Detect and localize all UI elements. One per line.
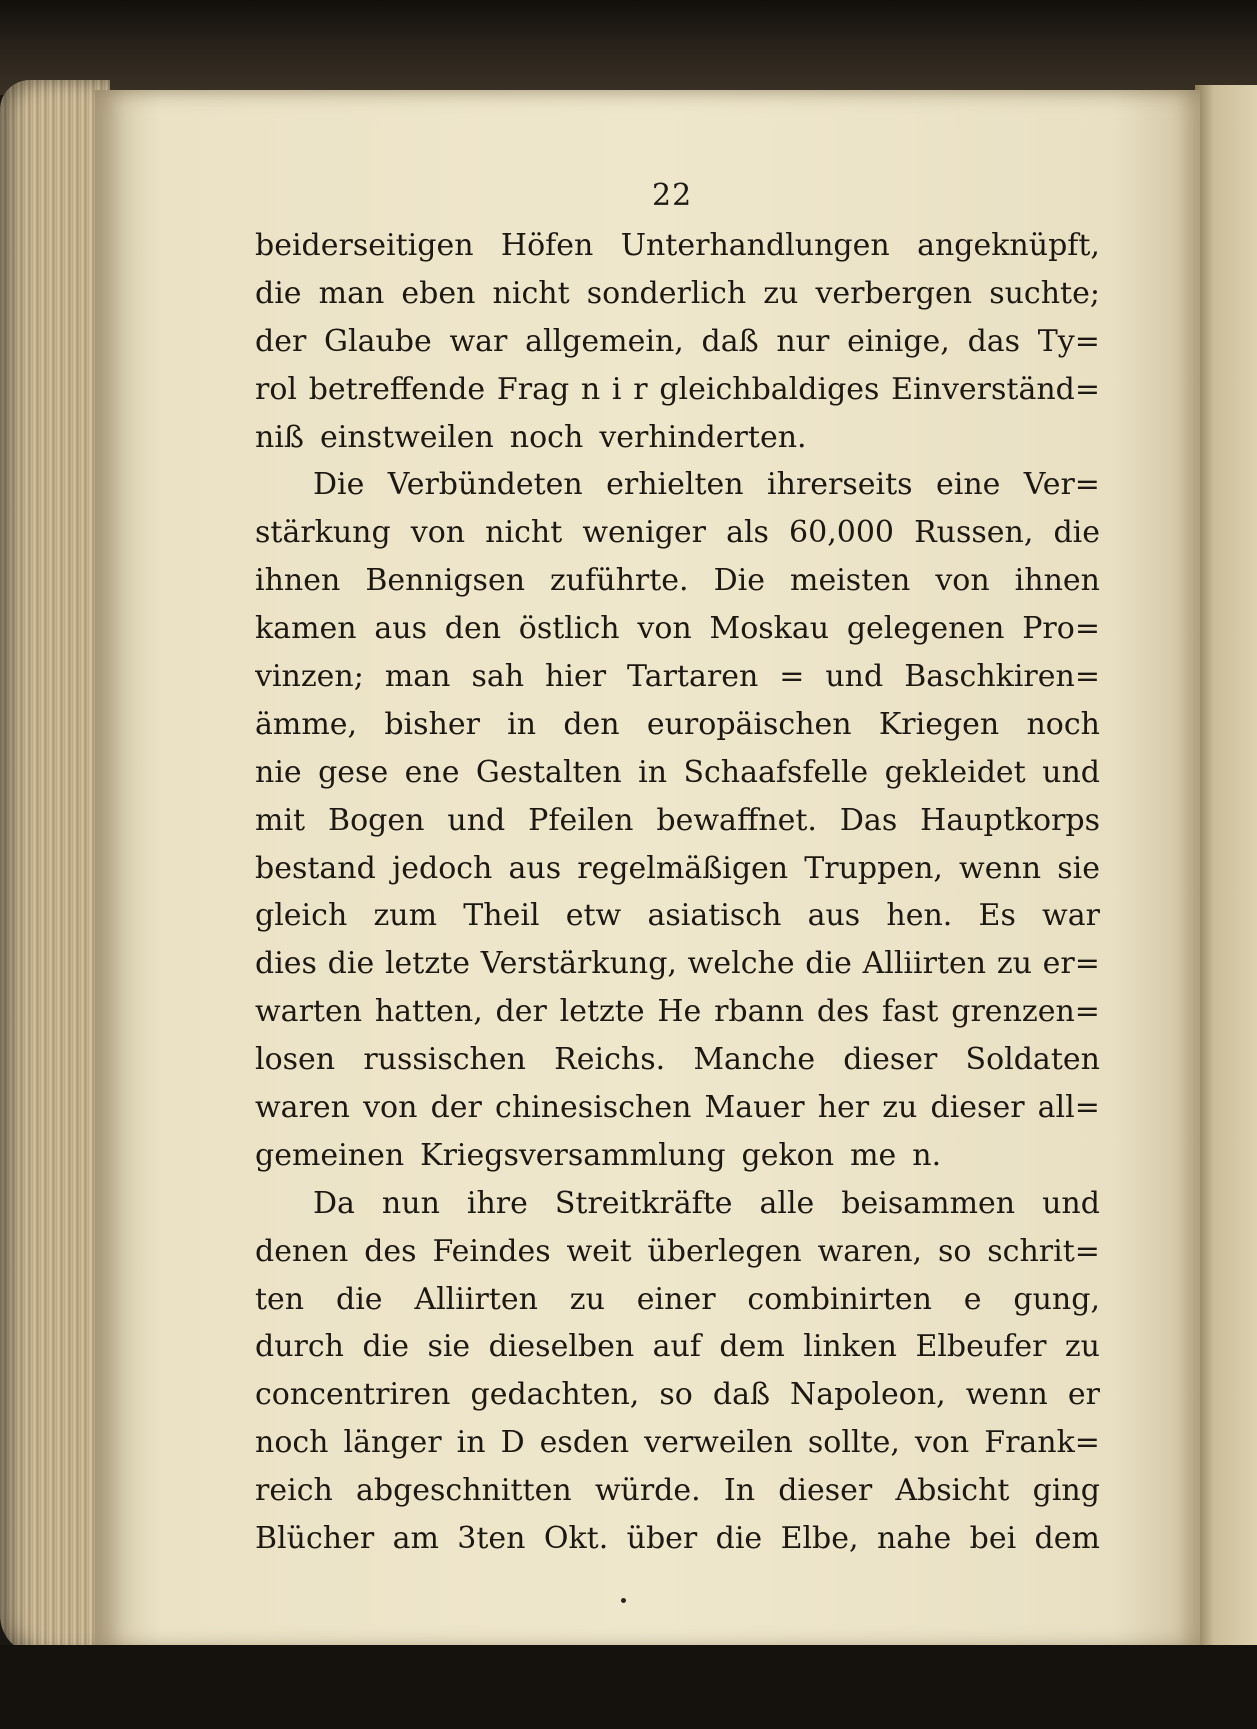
text-line: losen russischen Reichs. Manche dieser Soldaten: [255, 1042, 1100, 1078]
ink-speck: [621, 1598, 626, 1603]
text-line: concentriren gedachten, so daß Napoleon, wenn er: [255, 1377, 1100, 1413]
text-line: niß einstweilen noch verhinderten.: [255, 419, 807, 455]
page-text: [255, 222, 1100, 1563]
text-line: ämme, bisher in den europäischen Kriegen noch: [255, 706, 1100, 742]
text-line: gleich zum Theil etw asiatisch aus hen. Es war: [255, 898, 1100, 934]
text-line: stärkung von nicht weniger als 60,000 Russen, die: [255, 515, 1100, 551]
text-line: noch länger in D esden verweilen sollte, von Frank=: [255, 1425, 1100, 1461]
text-line: nie gese ene Gestalten in Schaafsfelle gekleidet und: [255, 754, 1100, 790]
text-line: warten hatten, der letzte He rbann des fast grenzen=: [255, 994, 1100, 1030]
text-line: kamen aus den östlich von Moskau gelegenen Pro=: [255, 611, 1100, 647]
book-cover-bottom: [0, 1645, 1257, 1729]
text-line: bestand jedoch aus regelmäßigen Truppen, wenn sie: [255, 850, 1100, 886]
text-line: mit Bogen und Pfeilen bewaffnet. Das Hauptkorps: [255, 802, 1100, 838]
text-line: ten die Alliirten zu einer combinirten e gung,: [255, 1281, 1100, 1317]
text-line: dies die letzte Verstärkung, welche die Alliirten zu er=: [255, 946, 1100, 982]
text-line: Die Verbündeten erhielten ihrerseits eine Ver=: [313, 467, 1100, 503]
text-line: ihnen Bennigsen zuführte. Die meisten von ihnen: [255, 563, 1100, 599]
text-line: die man eben nicht sonderlich zu verbergen suchte;: [255, 275, 1100, 311]
facing-page-edge: [1195, 85, 1257, 1660]
text-line: gemeinen Kriegsversammlung gekon me n.: [255, 1137, 942, 1173]
text-line: waren von der chinesischen Mauer her zu dieser all=: [255, 1090, 1100, 1126]
text-line: reich abgeschnitten würde. In dieser Absicht ging: [255, 1473, 1100, 1509]
text-line: rol betreffende Frag n i r gleichbaldiges Einverständ=: [255, 371, 1100, 407]
text-line: beiderseitigen Höfen Unterhandlungen angeknüpft,: [255, 228, 1100, 263]
page-edges-left: [0, 80, 110, 1655]
text-line: vinzen; man sah hier Tartaren = und Baschkiren=: [255, 659, 1100, 695]
text-line: der Glaube war allgemein, daß nur einige, das Ty=: [255, 323, 1100, 359]
book-cover-top: [0, 0, 1257, 95]
text-line: durch die sie dieselben auf dem linken Elbeufer zu: [255, 1329, 1100, 1365]
page-number: 22: [652, 178, 693, 213]
text-line: Da nun ihre Streitkräfte alle beisammen und: [313, 1185, 1100, 1221]
text-line: denen des Feindes weit überlegen waren, so schrit=: [255, 1233, 1100, 1269]
text-line: Blücher am 3ten Okt. über die Elbe, nahe bei dem: [255, 1521, 1100, 1557]
